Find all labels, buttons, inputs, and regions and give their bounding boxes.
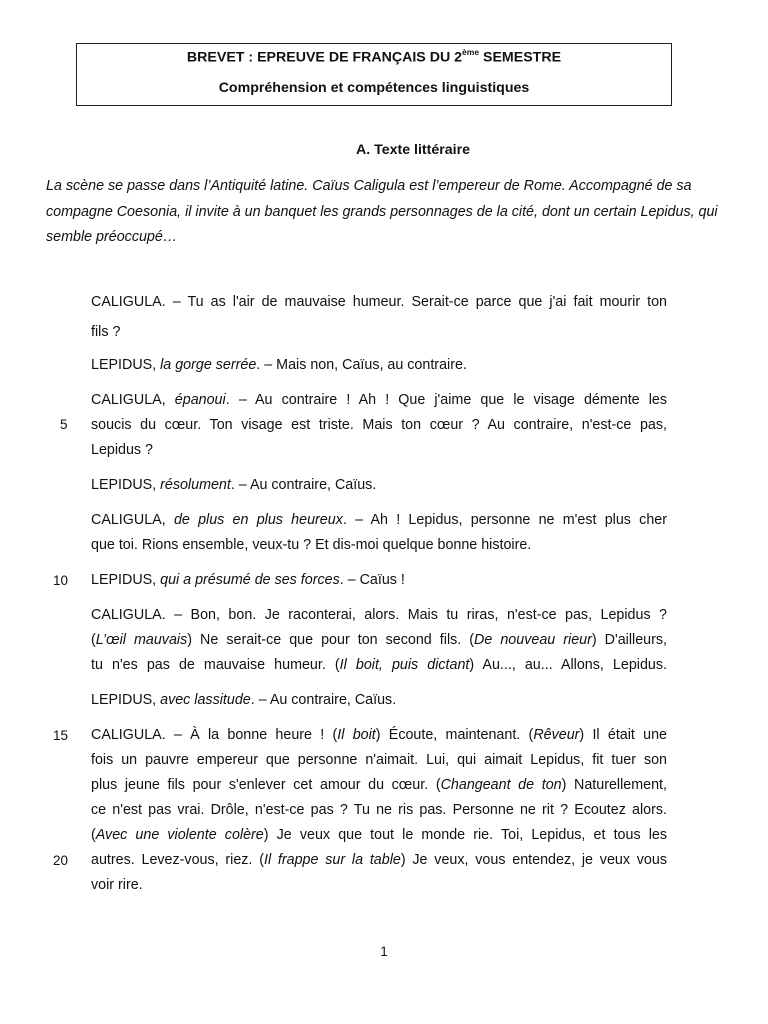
text-line	[91, 723, 667, 749]
dialogue-text: ) D'ailleurs,	[591, 632, 667, 648]
dialogue-text: fois un pauvre empereur que personne n'aimait. Lui, qui aimait Lepidus, fit tuer son	[91, 752, 667, 768]
text-line	[91, 438, 667, 464]
dialogue-text: ) Ne serait-ce que pour ton second fils. (	[187, 632, 475, 648]
dialogue-text: . – Ah ! Lepidus, personne ne m'est plus cher	[342, 512, 667, 528]
dialogue-text: tu n'es pas de mauvaise humeur. (	[91, 657, 340, 673]
dialogue-text: . – Au contraire ! Ah ! Que j'aime que le visage démente les	[225, 392, 667, 408]
stage-direction: de plus en plus heureux	[173, 512, 343, 528]
text-line	[91, 353, 667, 379]
dialogue-text: Lepidus ?	[91, 442, 154, 458]
stage-direction: qui a présumé de ses forces	[160, 572, 340, 588]
text-line	[91, 508, 667, 534]
stage-direction: Il frappe sur la table	[263, 852, 401, 868]
stage-direction: Changeant de ton	[440, 777, 562, 793]
text-line	[91, 773, 667, 799]
text-line	[91, 290, 667, 316]
text-line	[91, 653, 667, 679]
dialogue-text: autres. Levez-vous, riez. (	[91, 852, 264, 868]
dialogue-text: ) Au..., au... Allons, Lepidus.	[469, 657, 667, 673]
text-line	[91, 628, 667, 654]
dialogue-text: voir rire.	[91, 877, 143, 893]
dialogue-text: plus jeune fils pour s'enlever cet amour du cœur. (	[91, 777, 441, 793]
document-title: BREVET : EPREUVE DE FRANÇAIS DU 2ème SEMESTRE	[186, 47, 562, 66]
dialogue-text: LEPIDUS,	[91, 692, 161, 708]
text-line	[91, 533, 667, 559]
dialogue-text: ce n'est pas vrai. Drôle, n'est-ce pas ? Tu ne ris pas. Personne ne rit ? Ecoutez alors.	[91, 802, 667, 818]
dialogue-text: LEPIDUS,	[91, 572, 161, 588]
dialogue-text: CALIGULA,	[91, 512, 174, 528]
dialogue-text: . – Au contraire, Caïus.	[250, 692, 397, 708]
dialogue-text: LEPIDUS,	[91, 357, 161, 373]
text-line	[91, 873, 667, 899]
line-number: 15	[53, 728, 69, 743]
text-line	[91, 603, 667, 629]
dialogue-text: . – Caïus !	[339, 572, 405, 588]
dialogue-text: . – Au contraire, Caïus.	[230, 477, 377, 493]
text-line	[91, 473, 667, 499]
line-number: 5	[60, 417, 68, 432]
line-number: 10	[53, 573, 69, 588]
dialogue-text: ) Naturellement,	[561, 777, 667, 793]
document-subtitle: Compréhension et compétences linguistiques	[218, 80, 530, 96]
text-line	[91, 798, 667, 824]
stage-direction: Il boit	[337, 727, 376, 743]
text-line	[91, 320, 667, 346]
dialogue-text: LEPIDUS,	[91, 477, 161, 493]
header-box	[76, 43, 672, 106]
line-number: 20	[53, 853, 69, 868]
dialogue-text: CALIGULA,	[91, 392, 175, 408]
section-title: A. Texte littéraire	[355, 142, 471, 158]
page-number: 1	[380, 944, 388, 959]
stage-direction: la gorge serrée	[160, 357, 257, 373]
text-line	[91, 823, 667, 849]
dialogue-text: CALIGULA. – Tu as l'air de mauvaise humeur. Serait-ce parce que j'ai fait mourir ton	[91, 294, 667, 310]
dialogue-text: CALIGULA. – À la bonne heure ! (	[91, 727, 338, 743]
stage-direction: épanoui	[174, 392, 226, 408]
stage-direction: Il boit, puis dictant	[339, 657, 470, 673]
text-line	[91, 688, 667, 714]
stage-direction: avec lassitude	[160, 692, 251, 708]
dialogue-text: CALIGULA. – Bon, bon. Je raconterai, alors. Mais tu riras, n'est-ce pas, Lepidus ?	[91, 607, 667, 623]
dialogue-text: soucis du cœur. Ton visage est triste. Mais ton cœur ? Au contraire, n'est-ce pas,	[91, 417, 667, 433]
stage-direction: résolument	[160, 477, 231, 493]
text-line	[91, 413, 667, 439]
text-line	[91, 568, 667, 594]
text-line	[91, 848, 667, 874]
dialogue-text: ) Je veux que tout le monde rie. Toi, Lepidus, et tous les	[263, 827, 667, 843]
text-line	[91, 748, 667, 774]
dialogue-text: que toi. Rions ensemble, veux-tu ? Et dis-moi quelque bonne histoire.	[91, 537, 532, 553]
text-line	[91, 388, 667, 414]
dialogue-text: . – Mais non, Caïus, au contraire.	[256, 357, 467, 373]
stage-direction: Rêveur	[533, 727, 580, 743]
dialogue-text: fils ?	[91, 324, 121, 340]
stage-direction: De nouveau rieur	[474, 632, 592, 648]
dialogue-text: (	[91, 827, 96, 843]
intro-paragraph: La scène se passe dans l’Antiquité latine. Caïus Caligula est l’empereur de Rome. Accompagné de sa compagne Coesonia, il invite à un banquet les grands personnages de la cité, dont un certain Lepidus, qui semble préoccupé…	[46, 178, 718, 245]
stage-direction: L’œil mauvais	[95, 632, 188, 648]
dialogue-text: ) Écoute, maintenant. (	[375, 727, 534, 743]
dialogue-text: (	[91, 632, 96, 648]
dialogue-text: ) Il était une	[579, 727, 668, 743]
dialogue-text: ) Je veux, vous entendez, je veux vous	[400, 852, 667, 868]
stage-direction: Avec une violente colère	[95, 827, 264, 843]
